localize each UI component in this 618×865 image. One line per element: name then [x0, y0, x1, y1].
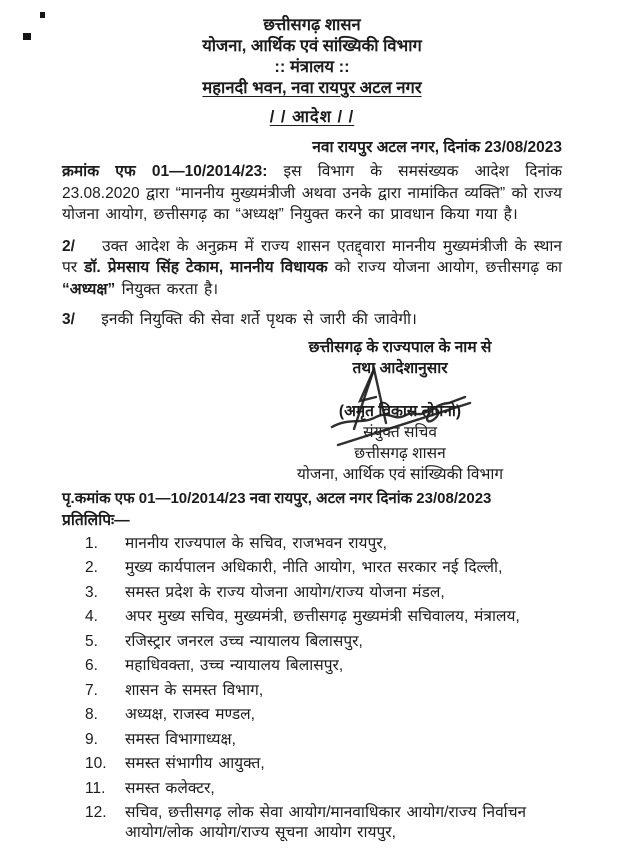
- signer-department: योजना, आर्थिक एवं सांख्यिकी विभाग: [296, 465, 504, 483]
- list-item-text: सचिव, छत्तीसगढ़ लोक सेवा आयोग/मानवाधिकार आयोग/राज्य निर्वाचन आयोग/लोक आयोग/राज्य सूचना आयोग रायपुर,: [125, 804, 527, 841]
- list-item-text: माननीय राज्यपाल के सचिव, राजभवन रायपुर,: [125, 534, 387, 552]
- list-item-number: 10.: [85, 755, 107, 772]
- list-item-text: समस्त संभागीय आयुक्त,: [125, 755, 265, 772]
- date-line: नवा रायपुर अटल नगर, दिनांक 23/08/2023: [312, 139, 562, 156]
- copy-to-label: प्रतिलिपिः—: [62, 511, 130, 529]
- department-name: योजना, आर्थिक एवं सांख्यिकी विभाग: [202, 37, 422, 55]
- authority-line-2: तथा आदेशानुसार: [352, 359, 448, 377]
- signer-designation: संयुक्त सचिव: [363, 423, 437, 441]
- list-item-text: महाधिवक्ता, उच्च न्यायालय बिलासपुर,: [125, 657, 344, 674]
- list-item: [62, 607, 562, 627]
- list-item-text: अपर मुख्य सचिव, मुख्यमंत्री, छत्तीसगढ़ मुख्यमंत्री सचिवालय, मंत्रालय,: [125, 608, 520, 625]
- ministry-label: :: मंत्रालय ::: [274, 58, 350, 76]
- list-item-text: समस्त कलेक्टर,: [125, 779, 215, 797]
- signer-government: छत्तीसगढ़ शासन: [354, 444, 446, 462]
- list-item-text: मुख्य कार्यपालन अधिकारी, नीति आयोग, भारत सरकार नई दिल्ली,: [125, 559, 503, 576]
- government-name: छत्तीसगढ़ शासन: [263, 16, 361, 34]
- order-reference-number: क्रमांक एफ 01—10/2014/23:: [62, 163, 268, 180]
- list-item-text: रजिस्ट्रार जनरल उच्च न्यायालय बिलासपुर,: [125, 632, 363, 650]
- scan-artifact: [23, 33, 31, 40]
- signature-block: [244, 337, 556, 485]
- paragraph-2-pre: उक्त आदेश के अनुक्रम में राज्य शासन एतद्द्वारा माननीय मुख्यमंत्रीजी के स्थान पर: [62, 237, 562, 276]
- order-heading: / / आदेश / /: [269, 108, 355, 126]
- list-item-text: शासन के समस्त विभाग,: [125, 681, 264, 699]
- chairman-designation: “अध्यक्ष”: [62, 280, 116, 298]
- list-item: [62, 632, 562, 652]
- scan-artifact: [40, 12, 45, 18]
- list-item: [62, 705, 562, 725]
- paragraph-1-text: इस विभाग के समसंख्यक आदेश दिनांक 23.08.2020 द्वारा “माननीय मुख्यमंत्रीजी अथवा उनके द्वारा नामांकित व्यक्ति” को राज्य योजना आयोग, छत्तीसगढ़ का “अध्यक्ष” नियुक्त करने का प्रावधान किया गया है।: [62, 163, 562, 223]
- list-item-number: 3.: [85, 583, 98, 601]
- list-item: [62, 681, 562, 701]
- list-item: [62, 558, 562, 578]
- list-item-number: 5.: [85, 632, 98, 650]
- paragraph-3-number: 3/: [62, 311, 75, 328]
- signer-name: (अमृत विकास तोपनो): [338, 402, 462, 420]
- list-item: [62, 730, 562, 750]
- list-item: [62, 779, 562, 799]
- endorsement-reference-line: पृ.कमांक एफ 01—10/2014/23 नवा रायपुर, अटल नगर दिनांक 23/08/2023: [62, 489, 492, 507]
- list-item-number: 11.: [85, 779, 106, 797]
- paragraph-2-number: 2/: [62, 237, 75, 255]
- list-item-number: 1.: [85, 534, 98, 552]
- list-item: [62, 534, 562, 554]
- list-item: [62, 656, 562, 676]
- paragraph-1: [62, 161, 562, 226]
- list-item: [62, 754, 562, 774]
- list-item-number: 9.: [85, 730, 98, 748]
- paragraph-2-mid: को राज्य योजना आयोग, छत्तीसगढ़ का: [334, 259, 563, 276]
- list-item-number: 8.: [85, 706, 98, 723]
- list-item-text: समस्त प्रदेश के राज्य योजना आयोग/राज्य योजना मंडल,: [125, 583, 445, 601]
- paragraph-2: [62, 236, 562, 301]
- paragraph-3: [62, 309, 562, 331]
- paragraph-2-end: नियुक्त करता है।: [121, 280, 219, 298]
- list-item: [62, 803, 562, 843]
- address-line: महानदी भवन, नवा रायपुर अटल नगर: [202, 79, 422, 97]
- paragraph-3-text: इनकी नियुक्ति की सेवा शर्ते पृथक से जारी की जावेगी।: [101, 311, 417, 328]
- authority-line-1: छत्तीसगढ़ के राज्यपाल के नाम से: [308, 338, 492, 356]
- document-header: [62, 15, 562, 99]
- list-item: [62, 583, 562, 603]
- list-item-number: 2.: [85, 559, 98, 576]
- list-item-text: समस्त विभागाध्यक्ष,: [125, 730, 236, 748]
- list-item-number: 6.: [85, 657, 98, 674]
- copy-distribution-list: [62, 534, 562, 844]
- appointee-name: डॉ. प्रेमसाय सिंह टेकाम, माननीय विधायक: [84, 259, 328, 276]
- list-item-number: 7.: [85, 681, 98, 699]
- list-item-number: 4.: [85, 608, 98, 625]
- list-item-text: अध्यक्ष, राजस्व मण्डल,: [125, 706, 255, 723]
- list-item-number: 12.: [85, 804, 107, 821]
